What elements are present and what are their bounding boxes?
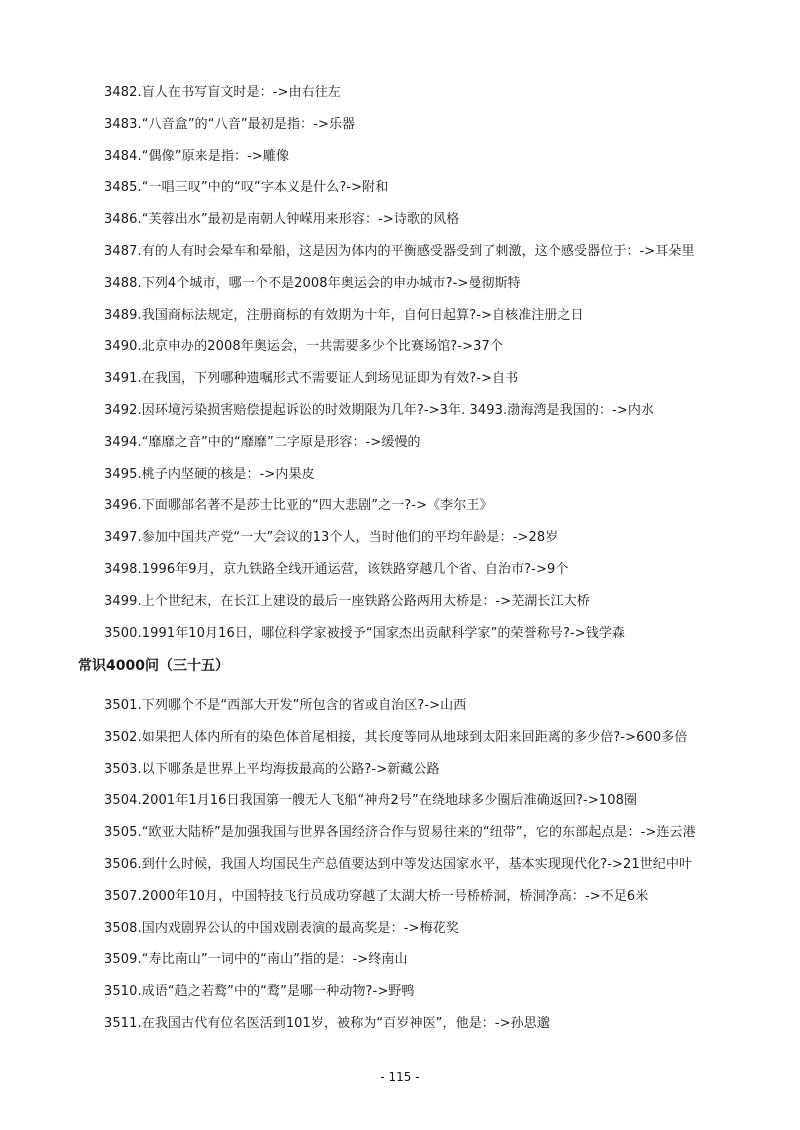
question-line: 3488.下列4个城市，哪一个不是2008年奥运会的申办城市?->曼彻斯特 bbox=[104, 275, 521, 291]
question-line: 3507.2000年10月，中国特技飞行员成功穿越了太湖大桥一号桥桥洞，桥洞净高：->不足6米 bbox=[104, 888, 649, 904]
question-line: 3483.“八音盒”的“八音”最初是指：->乐器 bbox=[104, 116, 356, 132]
question-line: 3492.因环境污染损害赔偿提起诉讼的时效期限为几年?->3年. 3493.渤海湾是我国的：->内水 bbox=[104, 403, 655, 418]
question-line: 3495.桃子内坚硬的核是：->内果皮 bbox=[104, 466, 315, 482]
question-line: 3484.“偶像”原来是指：->雕像 bbox=[104, 148, 290, 164]
question-line: 3510.成语“趋之若鹜”中的“鹜”是哪一种动物?->野鸭 bbox=[104, 984, 415, 1000]
question-line: 3494.“靡靡之音”中的“靡靡”二字原是形容：->缓慢的 bbox=[104, 434, 421, 450]
question-line: 3503.以下哪条是世界上平均海拔最高的公路?->新藏公路 bbox=[104, 761, 440, 777]
page-number: - 115 - bbox=[380, 1070, 420, 1084]
question-line: 3487.有的人有时会晕车和晕船，这是因为体内的平衡感受器受到了刺激，这个感受器位于：->耳朵里 bbox=[104, 244, 695, 259]
question-line: 3509.“寿比南山”一词中的“南山”指的是：->终南山 bbox=[104, 952, 408, 968]
question-line: 3498.1996年9月，京九铁路全线开通运营，该铁路穿越几个省、自治市?->9个 bbox=[104, 562, 569, 577]
question-line: 3485.“一唱三叹”中的“叹”字本义是什么?->附和 bbox=[104, 180, 389, 196]
question-line: 3500.1991年10月16日，哪位科学家被授予“国家杰出贡献科学家”的荣誉称号?->钱学森 bbox=[104, 625, 626, 641]
question-line: 3511.在我国古代有位名医活到101岁，被称为“百岁神医”，他是：->孙思邈 bbox=[104, 1016, 550, 1031]
question-line: 3504.2001年1月16日我国第一艘无人飞船“神舟2号”在绕地球多少圈后准确返回?->108圈 bbox=[104, 793, 638, 809]
question-line: 3505.“欧亚大陆桥”是加强我国与世界各国经济合作与贸易往来的“纽带”，它的东部起点是：->连云港 bbox=[104, 825, 696, 841]
question-line: 3506.到什么时候，我国人均国民生产总值要达到中等发达国家水平，基本实现现代化?->21世纪中叶 bbox=[104, 857, 693, 872]
question-line: 3502.如果把人体内所有的染色体首尾相接，其长度等同从地球到太阳来回距离的多少倍?->600多倍 bbox=[104, 729, 688, 745]
section-title: 常识4000问（三十五） bbox=[78, 658, 229, 674]
question-line: 3482.盲人在书写盲文时是：->由右往左 bbox=[104, 85, 341, 100]
question-line: 3501.下列哪个不是“西部大开发”所包含的省或自治区?->山西 bbox=[104, 698, 467, 713]
question-line: 3486.“芙蓉出水”最初是南朝人钟嵘用来形容：->诗歌的风格 bbox=[104, 212, 460, 228]
question-line: 3497.参加中国共产党“一大”会议的13个人，当时他们的平均年龄是：->28岁 bbox=[104, 530, 559, 546]
question-line: 3489.我国商标法规定，注册商标的有效期为十年，自何日起算?->自核准注册之日 bbox=[104, 307, 584, 323]
question-line: 3491.在我国，下列哪种遗嘱形式不需要证人到场见证即为有效?->自书 bbox=[104, 371, 519, 387]
question-line: 3490.北京申办的2008年奥运会，一共需要多少个比赛场馆?->37个 bbox=[104, 339, 503, 355]
question-line: 3508.国内戏剧界公认的中国戏剧表演的最高奖是：->梅花奖 bbox=[104, 920, 459, 936]
question-line: 3496.下面哪部名著不是莎士比亚的“四大悲剧”之一?->《李尔王》 bbox=[104, 498, 493, 514]
question-line: 3499.上个世纪末，在长江上建设的最后一座铁路公路两用大桥是：->芜湖长江大桥 bbox=[104, 593, 590, 609]
